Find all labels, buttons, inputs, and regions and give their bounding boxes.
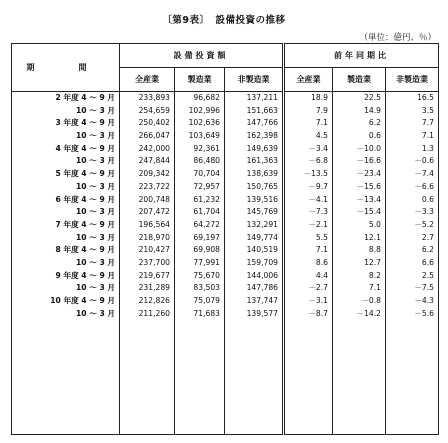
table-cell: 103,649 xyxy=(188,131,220,141)
header-investment: 設備投資額 xyxy=(120,44,284,68)
header-yoy-nonmfg: 非製造業 xyxy=(386,68,439,92)
table-cell: 2.7 xyxy=(421,232,434,242)
table-body-row xyxy=(12,92,439,435)
table-cell: 200,748 xyxy=(138,194,170,204)
table-cell: 212,826 xyxy=(138,296,170,305)
investment-mfg-column xyxy=(175,92,225,435)
table-cell: 161,363 xyxy=(246,156,278,166)
period-label: 10 年度 4 ～ 9 月 xyxy=(50,296,115,305)
table-cell: 162,398 xyxy=(246,131,278,141)
table-cell: 16.5 xyxy=(417,93,434,102)
table-cell: 86,480 xyxy=(193,156,220,166)
period-label: 6 年度 4 ～ 9 月 xyxy=(55,194,115,204)
table-cell: 233,893 xyxy=(138,93,170,102)
table-cell: 137,211 xyxy=(246,93,278,102)
table-cell: 18.9 xyxy=(311,93,328,102)
table-cell: 266,047 xyxy=(138,131,170,141)
period-label: 10 ～ 3 月 xyxy=(76,131,115,141)
table-cell: －14.2 xyxy=(356,308,381,318)
header-row-groups xyxy=(12,44,439,68)
table-cell: 75,079 xyxy=(193,296,220,305)
table-cell: －6.6 xyxy=(414,181,434,191)
table-cell: 147,786 xyxy=(246,283,278,293)
table-cell: 0.6 xyxy=(421,194,434,204)
period-label: 3 年度 4 ～ 9 月 xyxy=(55,118,115,128)
period-label: 10 ～ 3 月 xyxy=(76,308,115,318)
table-cell: －7.3 xyxy=(308,207,328,217)
table-cell: 12.7 xyxy=(364,257,381,267)
table-cell: 138,639 xyxy=(246,169,278,179)
table-cell: 72,957 xyxy=(193,181,220,191)
period-label: 9 年度 4 ～ 9 月 xyxy=(55,270,115,280)
period-column xyxy=(12,92,120,435)
table-cell: 149,774 xyxy=(246,232,278,242)
table-cell: 254,659 xyxy=(138,105,170,115)
table-cell: －0.8 xyxy=(361,296,381,305)
table-cell: 140,519 xyxy=(246,245,278,255)
table-cell: －2.1 xyxy=(308,219,328,229)
table-cell: 102,996 xyxy=(188,105,220,115)
table-cell: 5.0 xyxy=(368,219,381,229)
table-cell: 237,700 xyxy=(138,257,170,267)
table-cell: 159,709 xyxy=(246,257,278,267)
table-cell: 219,677 xyxy=(138,270,170,280)
table-cell: 4.4 xyxy=(315,270,328,280)
table-cell: －15.6 xyxy=(356,181,381,191)
period-label: 2 年度 4 ～ 9 月 xyxy=(55,93,115,102)
header-inv-mfg: 製造業 xyxy=(175,68,225,92)
table-cell: 247,844 xyxy=(138,156,170,166)
yoy-nonmfg-column xyxy=(386,92,439,435)
period-label: 10 ～ 3 月 xyxy=(76,232,115,242)
header-period: 期 間 xyxy=(12,44,120,92)
table-cell: 83,503 xyxy=(193,283,220,293)
table-cell: －7.4 xyxy=(414,169,434,179)
table-cell: 139,516 xyxy=(246,194,278,204)
investment-all-column xyxy=(120,92,175,435)
table-cell: －23.4 xyxy=(356,169,381,179)
table-cell: 132,291 xyxy=(246,219,278,229)
period-label: 10 ～ 3 月 xyxy=(76,207,115,217)
table-cell: 0.6 xyxy=(368,131,381,141)
table-cell: －7.5 xyxy=(414,283,434,293)
investment-nonmfg-column xyxy=(225,92,284,435)
table-cell: 7.1 xyxy=(315,118,328,128)
table-cell: 145,769 xyxy=(246,207,278,217)
table-cell: 69,197 xyxy=(193,232,220,242)
table-cell: －10.0 xyxy=(356,143,381,153)
table-cell: 151,663 xyxy=(246,105,278,115)
table-cell: 61,704 xyxy=(193,207,220,217)
table-cell: －3.1 xyxy=(308,296,328,305)
period-label: 5 年度 4 ～ 9 月 xyxy=(55,169,115,179)
table-cell: 61,232 xyxy=(193,194,220,204)
period-label: 4 年度 4 ～ 9 月 xyxy=(55,143,115,153)
table-cell: 75,670 xyxy=(193,270,220,280)
header-inv-nonmfg: 非製造業 xyxy=(225,68,284,92)
table-number: 〔第9表〕 xyxy=(162,15,210,26)
table-cell: 12.1 xyxy=(364,232,381,242)
table-cell: 6.2 xyxy=(368,118,381,128)
table-cell: －9.7 xyxy=(308,181,328,191)
table-cell: 77,991 xyxy=(193,257,220,267)
table-cell: 209,342 xyxy=(138,169,170,179)
table-cell: 3.5 xyxy=(421,105,434,115)
table-cell: 7.1 xyxy=(315,245,328,255)
table-cell: 139,577 xyxy=(246,308,278,318)
table-cell: 6.6 xyxy=(421,257,434,267)
table-cell: －5.2 xyxy=(414,219,434,229)
table-cell: 92,361 xyxy=(193,143,220,153)
table-cell: －2.7 xyxy=(308,283,328,293)
header-yoy: 前年同期比 xyxy=(284,44,439,68)
investment-table xyxy=(11,43,439,435)
table-cell: 14.9 xyxy=(364,105,381,115)
period-label: 8 年度 4 ～ 9 月 xyxy=(55,245,115,255)
table-cell: －3.4 xyxy=(308,143,328,153)
unit-note: （単位：億円、％） xyxy=(359,33,436,43)
table-cell: 207,472 xyxy=(138,207,170,217)
table-cell: 1.3 xyxy=(421,143,434,153)
table-cell: 69,908 xyxy=(193,245,220,255)
table-cell: －16.6 xyxy=(356,156,381,166)
header-inv-all: 全産業 xyxy=(120,68,175,92)
header-yoy-all: 全産業 xyxy=(284,68,333,92)
table-cell: 6.2 xyxy=(421,245,434,255)
table-cell: 2.5 xyxy=(421,270,434,280)
table-cell: 196,564 xyxy=(138,219,170,229)
table-cell: 71,683 xyxy=(193,308,220,318)
table-cell: 250,402 xyxy=(138,118,170,128)
table-cell: 5.5 xyxy=(315,232,328,242)
table-cell: 8.8 xyxy=(368,245,381,255)
yoy-mfg-column xyxy=(333,92,386,435)
header-yoy-mfg: 製造業 xyxy=(333,68,386,92)
table-cell: 7.1 xyxy=(421,131,434,141)
table-cell: 22.5 xyxy=(364,93,381,102)
table-cell: －4.1 xyxy=(308,194,328,204)
table-cell: 102,636 xyxy=(188,118,220,128)
yoy-all-column xyxy=(284,92,333,435)
table-cell: －6.8 xyxy=(308,156,328,166)
table-title: 設備投資の推移 xyxy=(215,15,286,26)
period-label: 10 ～ 3 月 xyxy=(76,283,115,293)
table-cell: －15.4 xyxy=(356,207,381,217)
table-cell: 7.1 xyxy=(368,283,381,293)
table-cell: 7.7 xyxy=(421,118,434,128)
table-cell: 150,765 xyxy=(246,181,278,191)
table-cell: －13.5 xyxy=(303,169,328,179)
table-cell: 218,970 xyxy=(138,232,170,242)
table-cell: 70,704 xyxy=(193,169,220,179)
period-label: 10 ～ 3 月 xyxy=(76,105,115,115)
page-title xyxy=(0,12,448,26)
table-cell: 137,747 xyxy=(246,296,278,305)
period-label: 10 ～ 3 月 xyxy=(76,257,115,267)
table-cell: －13.4 xyxy=(356,194,381,204)
table-cell: －0.6 xyxy=(414,156,434,166)
table-cell: 210,427 xyxy=(138,245,170,255)
table-cell: 64,272 xyxy=(193,219,220,229)
table-cell: 242,000 xyxy=(138,143,170,153)
table-cell: 231,289 xyxy=(138,283,170,293)
table-cell: 144,006 xyxy=(246,270,278,280)
period-label: 10 ～ 3 月 xyxy=(76,181,115,191)
table-cell: －4.3 xyxy=(414,296,434,305)
table-cell: －8.7 xyxy=(308,308,328,318)
table-cell: 147,766 xyxy=(246,118,278,128)
table-cell: 211,260 xyxy=(138,308,170,318)
table-cell: 4.5 xyxy=(315,131,328,141)
table-cell: －3.3 xyxy=(414,207,434,217)
table-cell: 7.9 xyxy=(315,105,328,115)
period-label: 10 ～ 3 月 xyxy=(76,156,115,166)
table-cell: 8.6 xyxy=(315,257,328,267)
table-cell: 223,722 xyxy=(138,181,170,191)
period-label: 7 年度 4 ～ 9 月 xyxy=(55,219,115,229)
table-cell: 8.2 xyxy=(368,270,381,280)
table-cell: 96,682 xyxy=(193,93,220,102)
table-cell: 149,639 xyxy=(246,143,278,153)
table-cell: －5.6 xyxy=(414,308,434,318)
